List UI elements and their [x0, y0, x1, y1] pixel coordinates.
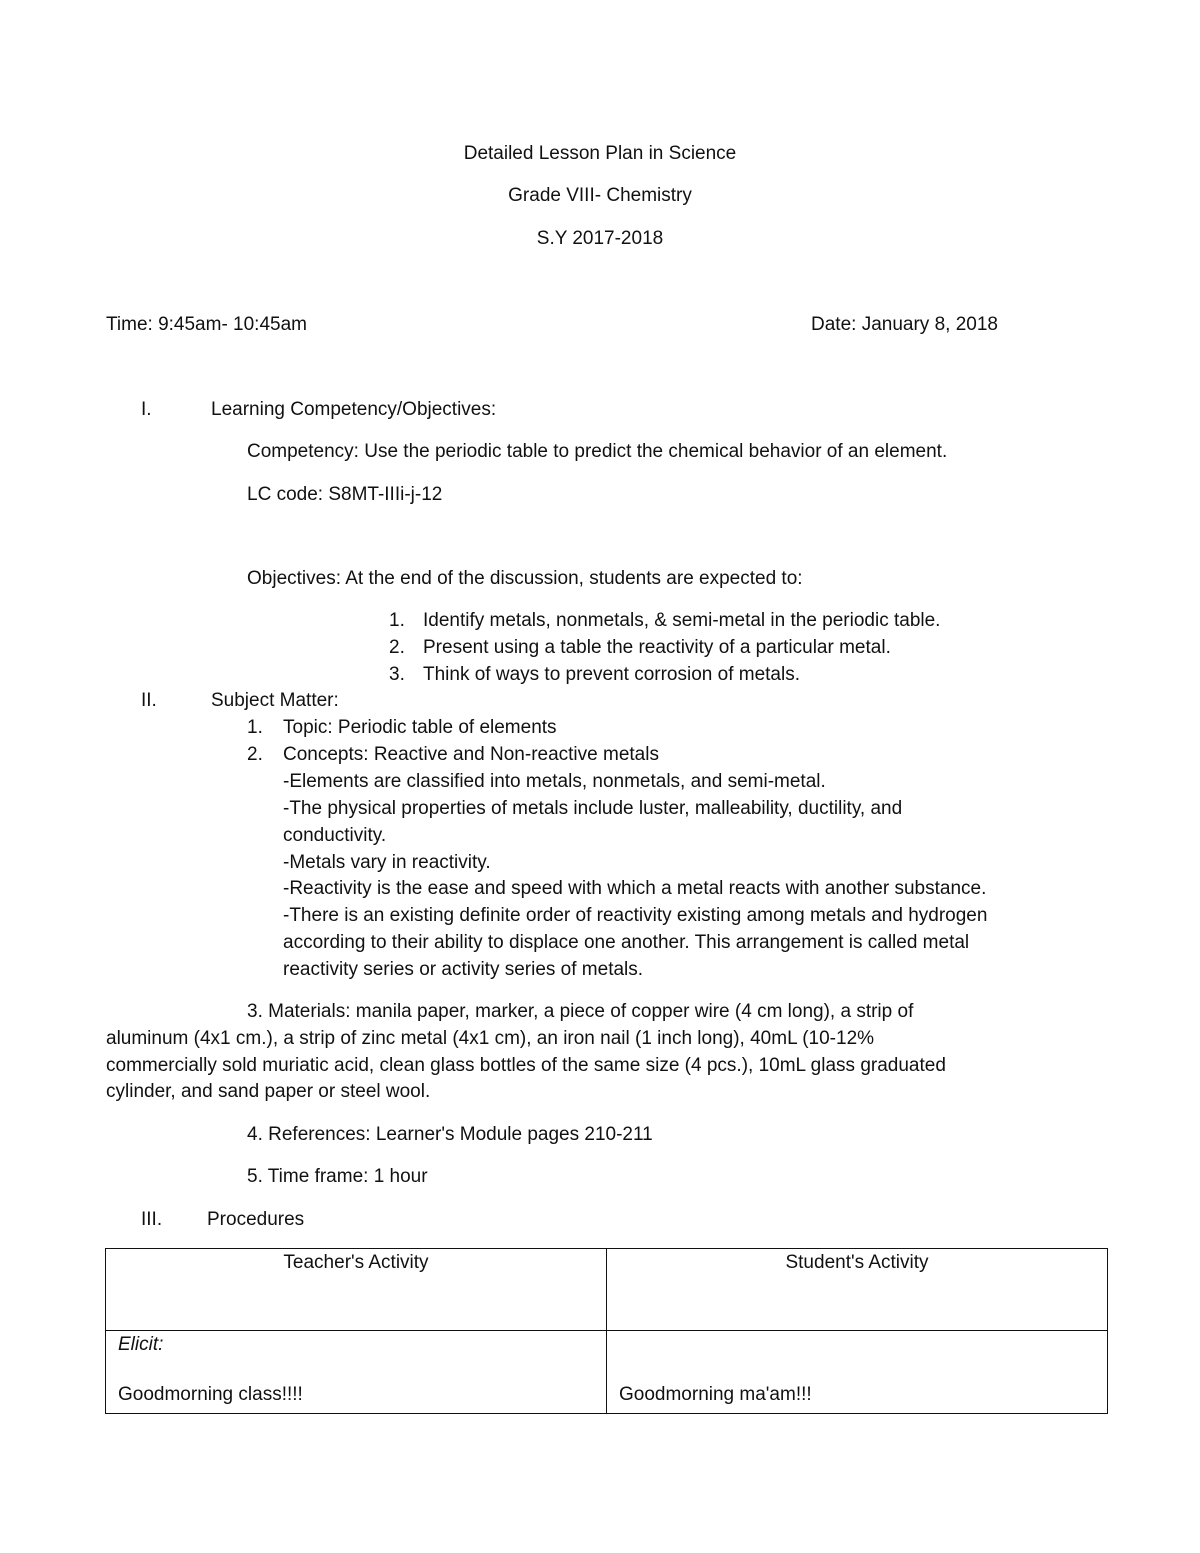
- objective-number: 2.: [389, 637, 405, 658]
- references-line: 4. References: Learner's Module pages 210-211: [247, 1124, 653, 1145]
- table-header-row: [106, 1249, 1108, 1331]
- concepts-item: Concepts: Reactive and Non-reactive metals: [283, 744, 659, 765]
- lc-code: LC code: S8MT-IIIi-j-12: [247, 484, 443, 505]
- section-1-heading: Learning Competency/Objectives:: [211, 399, 497, 420]
- grade-subtitle: Grade VIII- Chemistry: [508, 185, 692, 206]
- concept-line: reactivity series or activity series of metals.: [283, 959, 644, 980]
- student-activity-text: Goodmorning ma'am!!!: [619, 1384, 812, 1405]
- procedures-table: [105, 1248, 1108, 1414]
- teacher-activity-text: Goodmorning class!!!!: [118, 1384, 303, 1405]
- section-2-heading: Subject Matter:: [211, 690, 339, 711]
- concept-line: -There is an existing definite order of reactivity existing among metals and hydrogen: [283, 905, 988, 926]
- topic-number: 1.: [247, 717, 263, 738]
- phase-label: Elicit:: [118, 1334, 164, 1355]
- document-title: Detailed Lesson Plan in Science: [463, 143, 737, 164]
- concept-line: -Elements are classified into metals, nonmetals, and semi-metal.: [283, 771, 826, 792]
- date-field: Date: January 8, 2018: [811, 314, 998, 335]
- materials-line: cylinder, and sand paper or steel wool.: [106, 1081, 431, 1102]
- concept-line: -The physical properties of metals include luster, malleability, ductility, and: [283, 798, 903, 819]
- objective-number: 3.: [389, 664, 405, 685]
- section-3-numeral: III.: [141, 1209, 163, 1230]
- student-activity-cell: [607, 1331, 1108, 1414]
- table-header-cell: Teacher's Activity: [106, 1249, 607, 1331]
- objective-item: Identify metals, nonmetals, & semi-metal in the periodic table.: [423, 610, 941, 631]
- section-3-heading: Procedures: [207, 1209, 305, 1230]
- concept-line: -Metals vary in reactivity.: [283, 852, 491, 873]
- table-row: [106, 1331, 1108, 1414]
- concepts-number: 2.: [247, 744, 263, 765]
- school-year: S.Y 2017-2018: [536, 228, 664, 249]
- materials-line: 3. Materials: manila paper, marker, a piece of copper wire (4 cm long), a strip of: [247, 1001, 914, 1022]
- time-field: Time: 9:45am- 10:45am: [106, 314, 307, 335]
- section-1-numeral: I.: [141, 399, 152, 420]
- concept-line: -Reactivity is the ease and speed with which a metal reacts with another substance.: [283, 878, 987, 899]
- concept-line: according to their ability to displace one another. This arrangement is called metal: [283, 932, 970, 953]
- section-2-numeral: II.: [141, 690, 157, 711]
- competency-text: Competency: Use the periodic table to predict the chemical behavior of an element.: [247, 441, 948, 462]
- concept-line: conductivity.: [283, 825, 387, 846]
- materials-line: commercially sold muriatic acid, clean glass bottles of the same size (4 pcs.), 10mL glass graduated: [106, 1055, 946, 1076]
- objectives-intro: Objectives: At the end of the discussion, students are expected to:: [247, 568, 803, 589]
- teacher-activity-cell: [106, 1331, 607, 1414]
- materials-line: aluminum (4x1 cm.), a strip of zinc metal (4x1 cm), an iron nail (1 inch long), 40mL (10-12%: [106, 1028, 875, 1049]
- objective-item: Present using a table the reactivity of a particular metal.: [423, 637, 891, 658]
- objective-number: 1.: [389, 610, 405, 631]
- table-header-cell: Student's Activity: [607, 1249, 1108, 1331]
- topic-item: Topic: Periodic table of elements: [283, 717, 557, 738]
- time-frame-line: 5. Time frame: 1 hour: [247, 1166, 428, 1187]
- objective-item: Think of ways to prevent corrosion of metals.: [423, 664, 800, 685]
